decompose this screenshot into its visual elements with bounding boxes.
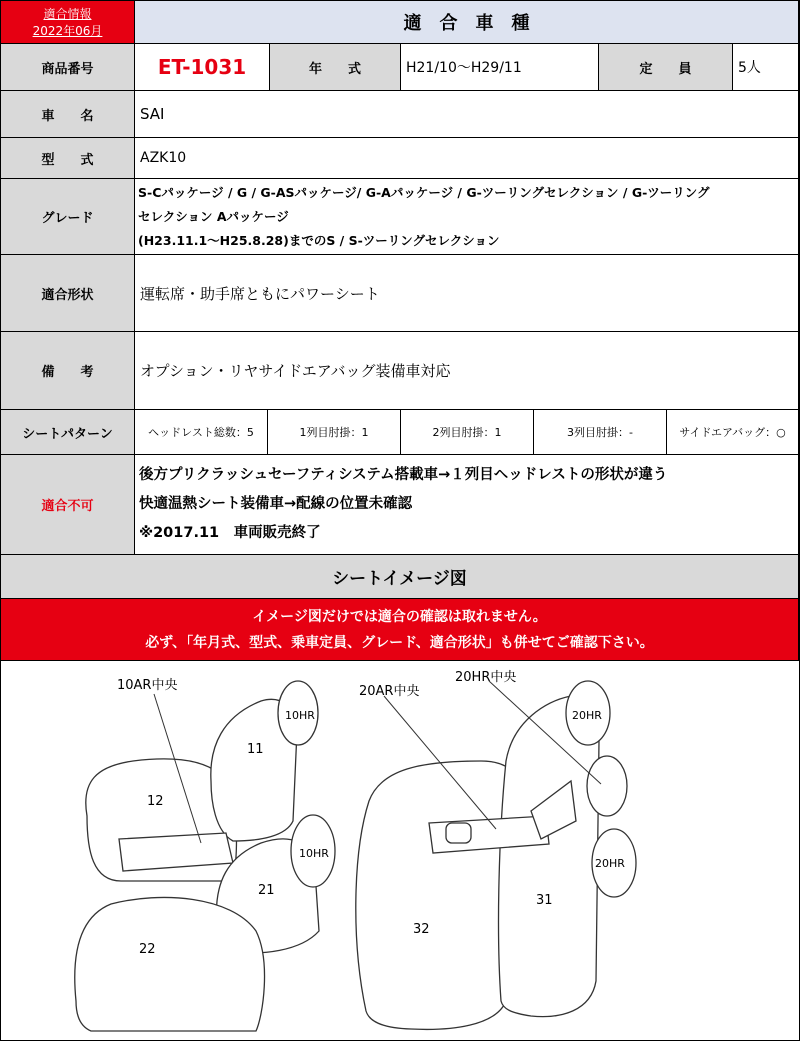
side-airbag-cell: サイドエアバッグ：○ bbox=[667, 410, 799, 455]
label-seat-22: 22 bbox=[139, 942, 156, 957]
label-seat-12: 12 bbox=[147, 794, 164, 809]
label-20ar-center: 20AR中央 bbox=[359, 684, 420, 699]
seat-pattern-label: シートパターン bbox=[1, 410, 135, 455]
warning-banner bbox=[1, 599, 799, 661]
label-20hr-b: 20HR bbox=[595, 857, 625, 870]
product-number-label: 商品番号 bbox=[1, 44, 135, 91]
row1-armrest-cell: 1列目肘掛：1 bbox=[268, 410, 401, 455]
model-code-label: 型 式 bbox=[1, 138, 135, 179]
grade-line: セレクション Aパッケージ bbox=[138, 208, 289, 224]
warning-line: 必ず、「年月式、型式、乗車定員、グレード、適合形状」も併せてご確認下さい。 bbox=[145, 634, 654, 651]
seat-image-title bbox=[1, 555, 799, 599]
grade-label: グレード bbox=[1, 179, 135, 255]
label-20hr-a: 20HR bbox=[572, 709, 602, 722]
grade-line: S-Cパッケージ / G / G-ASパッケージ/ G-Aパッケージ / G-ツーリングセレクション / G-ツーリング bbox=[138, 184, 710, 200]
cup-holder bbox=[446, 823, 471, 843]
grade-value bbox=[135, 179, 799, 255]
year-label: 年 式 bbox=[270, 44, 401, 91]
label-10hr-a: 10HR bbox=[285, 709, 315, 722]
product-number-value: ET-1031 bbox=[135, 44, 270, 91]
car-name-value: SAI bbox=[135, 91, 799, 138]
seat-diagram bbox=[1, 661, 799, 1040]
capacity-value: 5人 bbox=[733, 44, 799, 91]
notes-label: 備 考 bbox=[1, 332, 135, 410]
label-seat-32: 32 bbox=[413, 922, 430, 937]
fit-shape-value: 運転席・助手席ともにパワーシート bbox=[135, 255, 799, 332]
label-seat-31: 31 bbox=[536, 893, 553, 908]
page-title bbox=[135, 1, 799, 44]
notes-value: オプション・リヤサイドエアバッグ装備車対応 bbox=[135, 332, 799, 410]
model-code-value: AZK10 bbox=[135, 138, 799, 179]
not-compatible-line: 快適温熱シート装備車→配線の位置未確認 bbox=[139, 496, 413, 512]
row3-armrest-cell: 3列目肘掛：- bbox=[534, 410, 667, 455]
label-10ar-center: 10AR中央 bbox=[117, 678, 178, 693]
headrest-count-cell: ヘッドレスト総数：5 bbox=[135, 410, 268, 455]
fit-shape-label: 適合形状 bbox=[1, 255, 135, 332]
label-seat-21: 21 bbox=[258, 883, 275, 898]
label-seat-11: 11 bbox=[247, 742, 264, 757]
grade-line: (H23.11.1〜H25.8.28)までのS / S-ツーリングセレクション bbox=[138, 232, 500, 248]
badge-title: 適合情報 bbox=[43, 7, 92, 21]
warning-line: イメージ図だけでは適合の確認は取れません。 bbox=[252, 608, 547, 625]
not-compatible-value bbox=[135, 455, 799, 555]
label-20hr-center: 20HR中央 bbox=[455, 670, 517, 685]
badge-date: 2022年06月 bbox=[32, 24, 103, 38]
row2-armrest-cell: 2列目肘掛：1 bbox=[401, 410, 534, 455]
date-badge bbox=[1, 1, 135, 44]
car-name-label: 車 名 bbox=[1, 91, 135, 138]
seat-image-title-text: シートイメージ図 bbox=[332, 569, 467, 589]
not-compatible-line: 後方プリクラッシュセーフティシステム搭載車→１列目ヘッドレストの形状が違う bbox=[139, 467, 668, 483]
not-compatible-label: 適合不可 bbox=[1, 455, 135, 555]
not-compatible-line: ※2017.11 車両販売終了 bbox=[139, 525, 321, 541]
year-value: H21/10〜H29/11 bbox=[401, 44, 599, 91]
headrest-20hr-center bbox=[587, 756, 627, 816]
capacity-label: 定 員 bbox=[599, 44, 733, 91]
seat-22 bbox=[75, 897, 265, 1031]
label-10hr-b: 10HR bbox=[299, 847, 329, 860]
page-title-text: 適 合 車 種 bbox=[403, 13, 530, 34]
